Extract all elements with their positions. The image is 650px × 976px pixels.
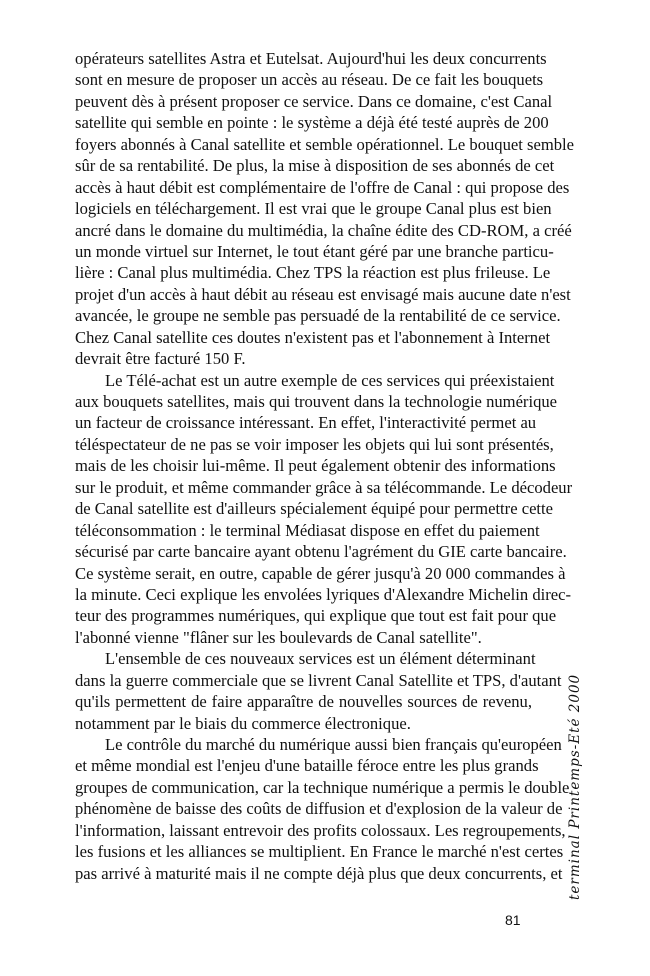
text-line: les fusions et les alliances se multiplient. En France le marché n'est certes — [75, 842, 564, 862]
text-line: L'ensemble de ces nouveaux services est un élément déterminant — [105, 649, 536, 669]
text-line: dans la guerre commerciale que se livrent Canal Satellite et TPS, d'autant — [75, 670, 562, 690]
text-line: accès à haut débit est complémentaire de l'offre de Canal : qui propose des — [75, 177, 570, 197]
paragraph — [75, 370, 573, 649]
text-line: pas arrivé à maturité mais il ne compte déjà plus que deux concurrents, et — [75, 863, 563, 883]
text-line: qu'ils permettent de faire apparaître de nouvelles sources de revenu, — [75, 692, 532, 712]
text-line: sécurisé par carte bancaire ayant obtenu l'agrément du GIE carte bancaire. — [75, 542, 567, 562]
text-line: ancré dans le domaine du multimédia, la chaîne édite des CD-ROM, a créé — [75, 220, 572, 240]
text-line: sûr de sa rentabilité. De plus, la mise à disposition de ses abonnés de cet — [75, 156, 555, 176]
text-line: Le Télé-achat est un autre exemple de ces services qui préexistaient — [105, 370, 555, 390]
text-line: foyers abonnés à Canal satellite et semble opérationnel. Le bouquet semble — [75, 134, 575, 154]
text-line: un facteur de croissance intéressant. En effet, l'interactivité permet au — [75, 413, 537, 433]
text-line: téléspectateur de ne pas se voir imposer les objets qui lui sont présentés, — [75, 434, 554, 454]
text-line: de Canal satellite est d'ailleurs spécialement équipé pour permettre cette — [75, 499, 554, 519]
text-line: avancée, le groupe ne semble pas persuadé de la rentabilité de ce service. — [75, 306, 561, 326]
paragraph — [75, 48, 575, 370]
text-line: l'abonné vienne "flâner sur les boulevards de Canal satellite". — [75, 627, 482, 647]
text-line: la minute. Ceci explique les envolées lyriques d'Alexandre Michelin direc- — [75, 584, 572, 604]
text-line: un monde virtuel sur Internet, le tout étant géré par une branche particu- — [75, 241, 554, 261]
text-line: teur des programmes numériques, qui explique que tout est fait pour que — [75, 606, 557, 626]
text-line: aux bouquets satellites, mais qui trouvent dans la technologie numérique — [75, 392, 558, 411]
text-line: Ce système serait, en outre, capable de gérer jusqu'à 20 000 commandes à — [75, 563, 566, 583]
text-line: lière : Canal plus multimédia. Chez TPS la réaction est plus frileuse. Le — [75, 263, 551, 283]
running-head-vertical: terminal Printemps-Eté 2000 — [567, 673, 583, 900]
text-line: Le contrôle du marché du numérique aussi bien français qu'européen — [105, 735, 562, 754]
text-line: projet d'un accès à haut débit au réseau est envisagé mais aucune date n'est — [75, 284, 571, 304]
text-line: Chez Canal satellite ces doutes n'existent pas et l'abonnement à Internet — [75, 327, 551, 347]
text-line: sont en mesure de proposer un accès au réseau. De ce fait les bouquets — [75, 70, 544, 90]
text-line: opérateurs satellites Astra et Eutelsat. Aujourd'hui les deux concurrents — [75, 49, 547, 68]
text-line: et même mondial est l'enjeu d'une bataille féroce entre les plus grands — [75, 756, 539, 776]
text-line: devrait être facturé 150 F. — [75, 349, 246, 369]
text-line: mais de les choisir lui-même. Il peut également obtenir des informations — [75, 456, 556, 476]
text-line: logiciels en téléchargement. Il est vrai que le groupe Canal plus est bien — [75, 199, 552, 219]
text-line: sur le produit, et même commander grâce à sa télécommande. Le décodeur — [75, 477, 573, 497]
text-line: groupes de communication, car la technique numérique a permis le double — [75, 777, 570, 797]
text-line: l'information, laissant entrevoir des profits colossaux. Les regroupements, — [75, 820, 566, 840]
text-line: peuvent dès à présent proposer ce service. Dans ce domaine, c'est Canal — [75, 91, 553, 111]
text-line: satellite qui semble en pointe : le système a déjà été testé auprès de 200 — [75, 113, 549, 133]
text-line: phénomène de baisse des coûts de diffusion et d'explosion de la valeur de — [75, 799, 563, 819]
text-line: notamment par le biais du commerce électronique. — [75, 713, 411, 733]
paragraph — [75, 648, 562, 734]
body-text — [75, 48, 575, 884]
text-line: téléconsommation : le terminal Médiasat dispose en effet du paiement — [75, 520, 540, 540]
page-number: 81 — [505, 912, 521, 928]
paragraph — [75, 734, 570, 884]
